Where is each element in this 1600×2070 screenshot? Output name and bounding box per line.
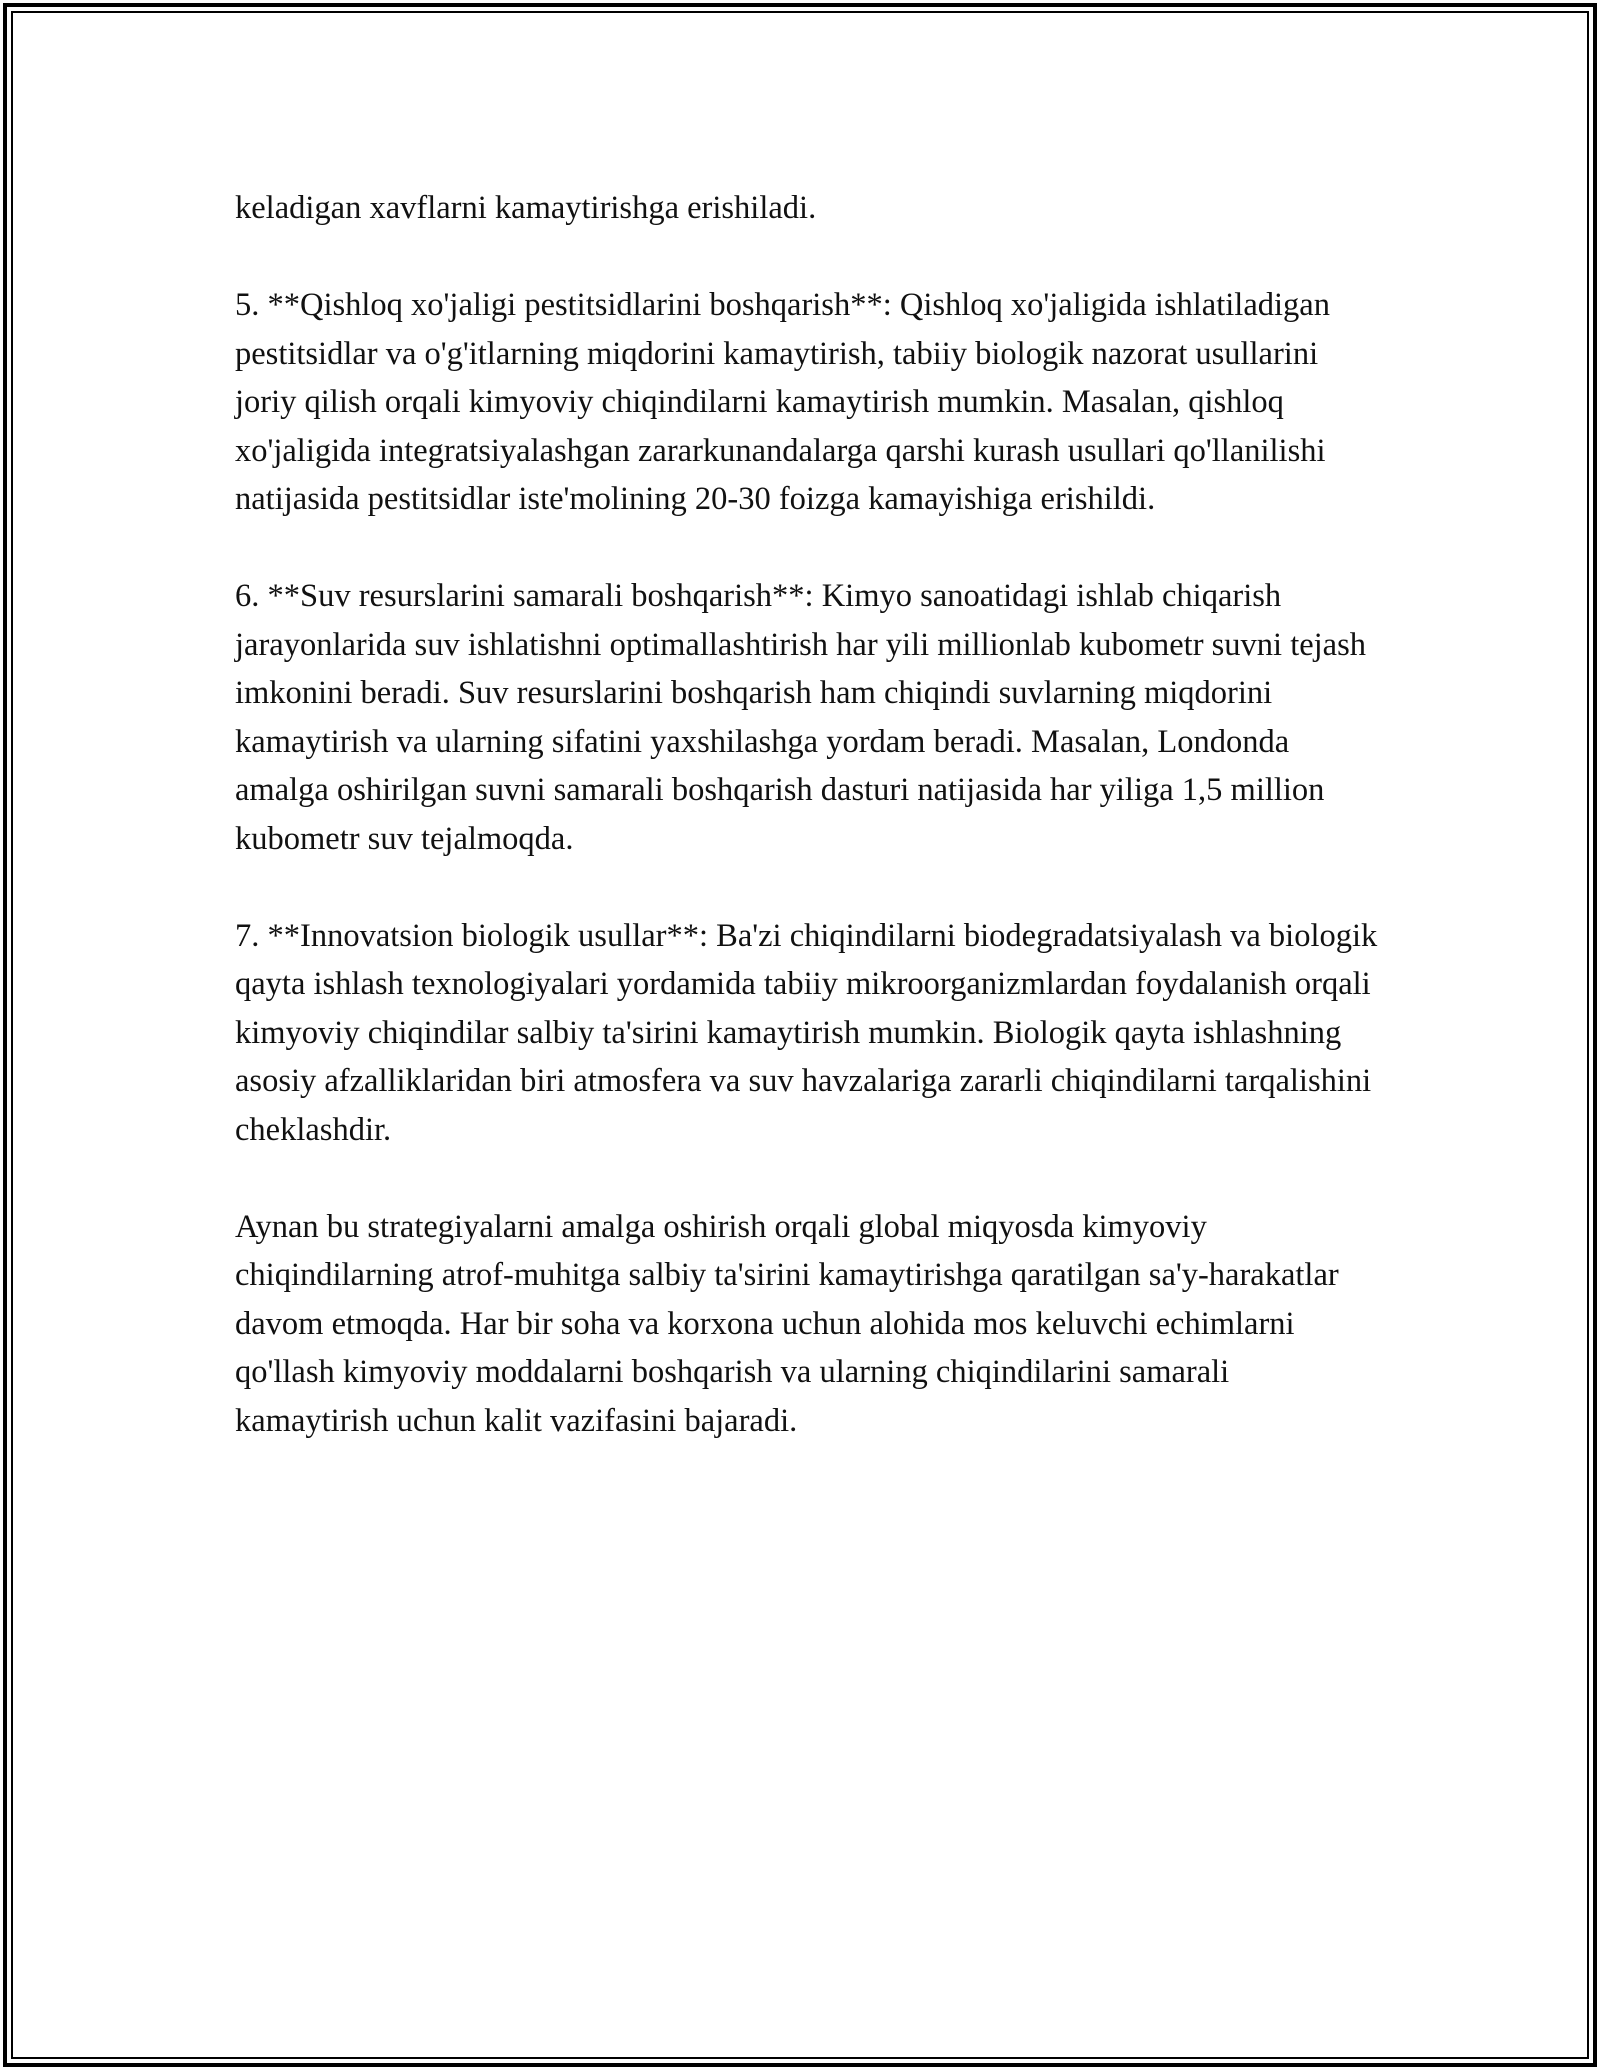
paragraph-conclusion: Aynan bu strategiyalarni amalga oshirish orqali global miqyosda kimyoviy chiqindilarning atrof-muhitga salbiy ta'sirini kamaytirishga qaratilgan sa'y-harakatlar davom etmoqda. Har bir soha va korxona uchun alohida mos keluvchi echimlarni qo'llash kimyoviy moddalarni boshqarish va ularning chiqindilarini samarali kamaytirish uchun kalit vazifasini bajaradi. (235, 1208, 1339, 1439)
paragraph-item-7: 7. **Innovatsion biologik usullar**: Ba'zi chiqindilarni biodegradatsiyalash va biologik qayta ishlash texnologiyalari yordamida tabiiy mikroorganizmlardan foydalanish orqali kimyoviy chiqindilar salbiy ta'sirini kamaytirish mumkin. Biologik qayta ishlashning asosiy afzalliklaridan biri atmosfera va suv havzalariga zararli chiqindilarni tarqalishini cheklashdir. (235, 917, 1378, 1148)
paragraph-item-6: 6. **Suv resurslarini samarali boshqarish**: Kimyo sanoatidagi ishlab chiqarish jarayonlarida suv ishlatishni optimallashtirish har yili millionlab kubometr suvni tejash imkonini beradi. Suv resurslarini boshqarish ham chiqindi suvlarning miqdorini kamaytirish va ularning sifatini yaxshilashga yordam beradi. Masalan, Londonda amalga oshirilgan suvni samarali boshqarish dasturi natijasida har yiliga 1,5 million kubometr suv tejalmoqda. (235, 578, 1367, 857)
paragraph-continuation: keladigan xavflarni kamaytirishga erishiladi. (235, 190, 817, 226)
document-body (235, 184, 1380, 1494)
paragraph-item-5: 5. **Qishloq xo'jaligi pestitsidlarini boshqarish**: Qishloq xo'jaligida ishlatiladigan pestitsidlar va o'g'itlarning miqdorini kamaytirish, tabiiy biologik nazorat usullarini joriy qilish orqali kimyoviy chiqindilarni kamaytirish mumkin. Masalan, qishloq xo'jaligida integratsiyalashgan zararkunandalarga qarshi kurash usullari qo'llanilishi natijasida pestitsidlar iste'molining 20-30 foizga kamayishiga erishildi. (235, 287, 1330, 517)
